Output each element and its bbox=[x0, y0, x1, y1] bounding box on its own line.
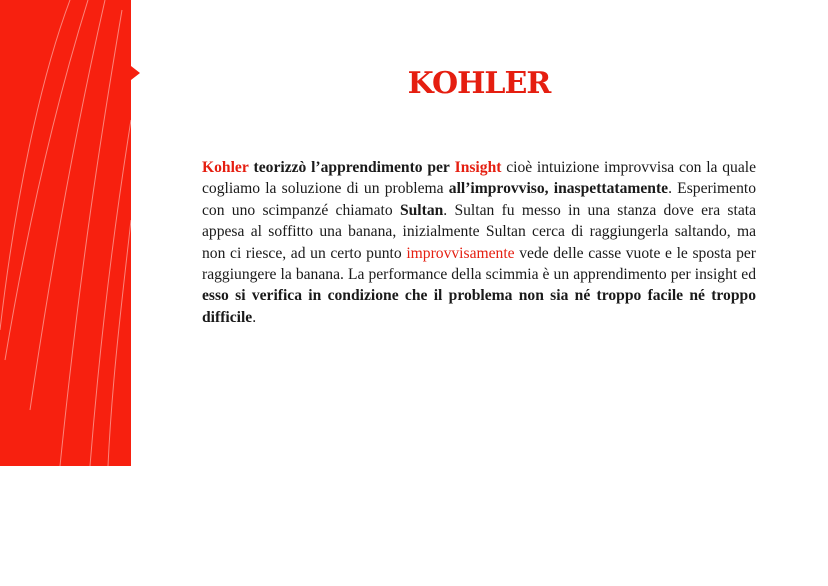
page-title: KOHLER bbox=[407, 66, 551, 101]
text-segment-red-bold: Kohler bbox=[202, 159, 249, 176]
side-band-pointer bbox=[131, 66, 140, 80]
decorative-side-band bbox=[0, 0, 131, 466]
text-segment-red-bold: Insight bbox=[454, 159, 502, 176]
text-segment-bold: esso si verifica in condizione che il problema non sia né troppo facile né troppo difficile bbox=[202, 287, 756, 326]
text-segment-plain: . Sultan fu messo in una stanza dove era stata appesa al soffitto una banana, inizialmente Sultan cerca di raggiungerla saltando, ma non ci riesce, ad un certo punto bbox=[202, 201, 756, 262]
text-segment-bold: teorizzò l’apprendimento per bbox=[253, 159, 450, 176]
decorative-arcs bbox=[0, 0, 131, 466]
text-segment-plain: . bbox=[252, 308, 257, 326]
text-segment-plain: vede delle casse vuote e le sposta per raggiungere la banana. La performance della scimmia è un apprendimento per insight ed bbox=[202, 244, 757, 284]
text-segment-plain: . Esperimento con uno scimpanzé chiamato bbox=[202, 180, 756, 219]
text-segment-plain: cioè intuizione improvvisa con la quale cogliamo la soluzione di un problema bbox=[202, 159, 756, 198]
body-paragraph bbox=[202, 157, 756, 328]
text-segment-bold: all’improvviso, inaspettatamente bbox=[448, 180, 669, 198]
text-segment-bold: Sultan bbox=[399, 201, 444, 219]
text-segment-red: improvvisamente bbox=[406, 244, 515, 262]
